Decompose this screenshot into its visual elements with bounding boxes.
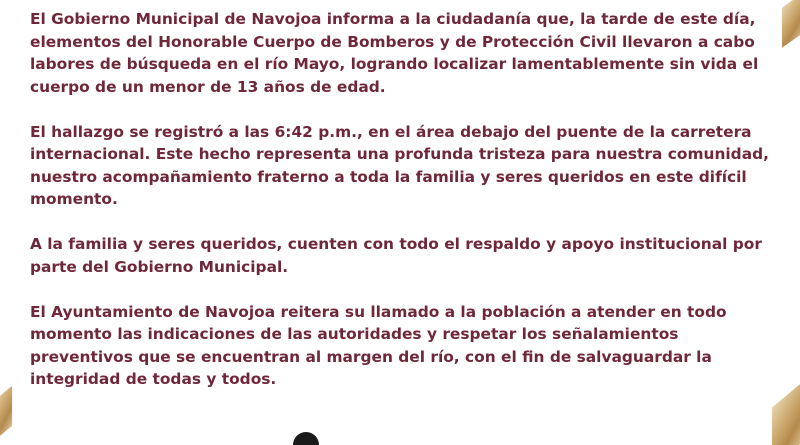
statement-body bbox=[30, 8, 780, 413]
paragraph-support: A la familia y seres queridos, cuenten con todo el respaldo y apoyo institucional por parte del Gobierno Municipal. bbox=[30, 235, 762, 276]
paragraph-announcement: El Gobierno Municipal de Navojoa informa a la ciudadanía que, la tarde de este día, elementos del Honorable Cuerpo de Bomberos y de Protección Civil llevaron a cabo labores de búsqueda en el río Mayo, logrando localizar lamentablemente sin vida el cuerpo de un menor de 13 años de edad. bbox=[30, 10, 759, 96]
gold-ribbon-decoration bbox=[0, 386, 12, 444]
gold-ribbon-decoration bbox=[782, 0, 800, 48]
paragraph-finding-details: El hallazgo se registró a las 6:42 p.m., en el área debajo del puente de la carretera internacional. Este hecho representa una profunda tristeza para nuestra comunidad, nuestro acompañamiento fraterno a toda la familia y seres queridos en este difícil momento. bbox=[30, 122, 769, 208]
mourning-emblem-icon bbox=[293, 432, 319, 445]
paragraph-call-to-action: El Ayuntamiento de Navojoa reitera su llamado a la población a atender en todo momento las indicaciones de las autoridades y respetar los señalamientos preventivos que se encuentran al margen del río, con el fin de salvaguardar la integridad de todas y todos. bbox=[30, 302, 727, 388]
